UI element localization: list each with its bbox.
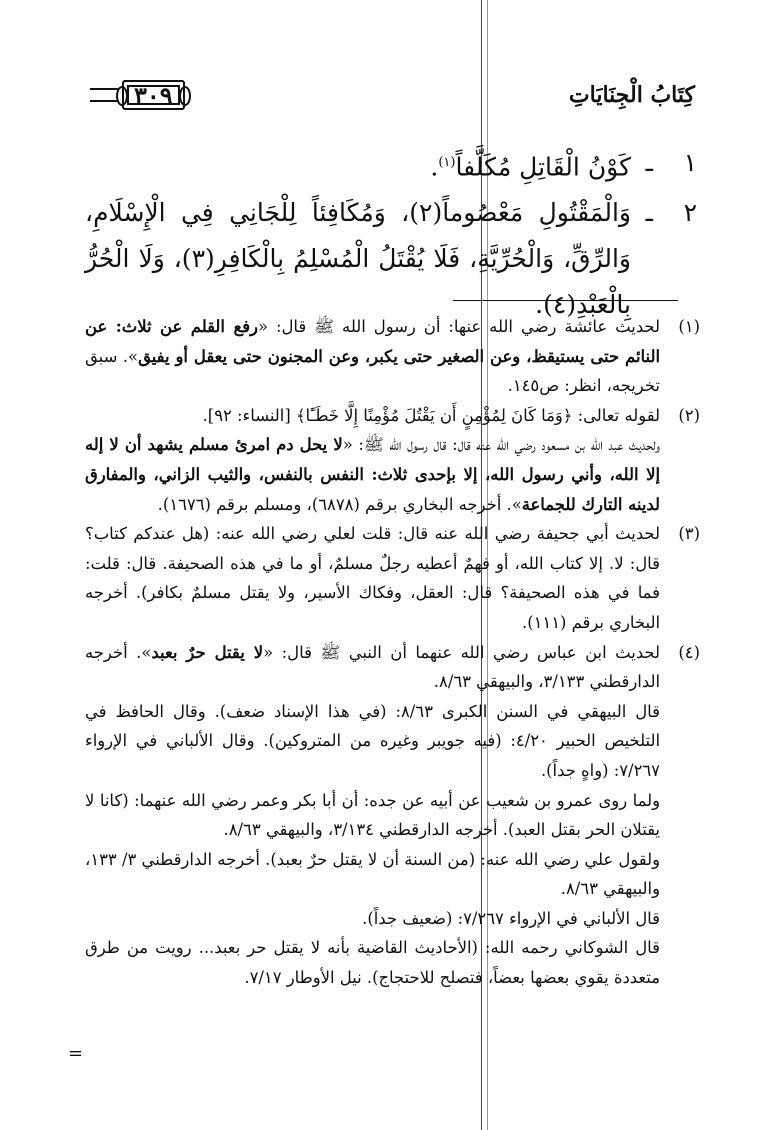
condition-number: ١	[683, 148, 697, 177]
footnote-paragraph	[85, 519, 660, 637]
condition-item	[85, 190, 697, 328]
footnote-text-post: ». أخرجه الدارقطني ٣/١٣٣، والبيهقي ٨/٦٣.	[85, 642, 660, 692]
footnote-paragraph	[85, 845, 660, 904]
footnote-text-pre: لقوله تعالى: ﴿وَمَا كَانَ لِمُؤْمِنٍ أَن يَقْتُلَ مُؤْمِنًا إِلَّا خَطَـًٔا﴾ [النساء: ٩٢].	[202, 405, 660, 425]
footnote-divider	[453, 300, 678, 301]
footnote	[85, 401, 700, 519]
condition-item	[85, 140, 697, 190]
footnote-text-pre: قال الألباني في الإرواء ٧/٢٦٧: (ضعيف جداً).	[362, 908, 660, 928]
folio	[90, 80, 185, 110]
footnote-text-pre: قال الشوكاني رحمه الله: (الأحاديث القاضية بأنه لا يقتل حر بعبد... رويت من طرق متعددة يقوي بعضها بعضاً، فتصلح للاحتجاج). نيل الأوطار ٧/١٧.	[85, 938, 660, 988]
condition-number: ٢	[683, 198, 697, 228]
footnote-paragraph	[85, 638, 660, 697]
footnote-text-pre: ولما روى عمرو بن شعيب عن أبيه عن جده: أن أبا بكر وعمر رضي الله عنهما: (كانا لا يقتلان الحر بقتل العبد). أخرجه الدارقطني ٣/١٣٤، والبيهقي ٨/٦٣.	[85, 790, 660, 840]
footnote-text-pre: لحديث عائشة رضي الله عنها: أن رسول الله ﷺ قال: «	[257, 317, 660, 336]
running-title: كِتَابُ الْجِنَايَاتِ	[568, 82, 695, 108]
footnote-paragraph	[85, 786, 660, 845]
footnote-number: (١)	[678, 317, 700, 336]
footnotes	[85, 312, 700, 993]
footnote-text-pre: لحديث أبي جحيفة رضي الله عنه قال: قلت لعلي رضي الله عنه: (هل عندكم كتاب؟ قال: لا. إلا كتاب الله، أو فهمٌ أعطيه رجلٌ مسلمٌ، أو ما في هذه الصحيفة. قال: قلت: فما في هذه الصحيفة؟ قال: العقل، وفكاك الأسير، ولا يقتل مسلمٌ بكافر). أخرجه البخاري برقم (١١١).	[85, 524, 660, 632]
condition-body: كَوْنُ الْقَاتِلِ مُكَلَّفاً	[455, 152, 631, 182]
footnote-text-post: ». أخرجه البخاري برقم (٦٨٧٨)، ومسلم برقم (١٦٧٦).	[157, 494, 522, 514]
footnote	[85, 638, 700, 993]
footnote	[85, 519, 700, 637]
footnote-text-post: ». سبق تخريجه، انظر: ص١٤٥.	[85, 346, 660, 396]
page-header	[90, 70, 695, 120]
footnote-body	[85, 401, 660, 519]
footnote-paragraph	[85, 904, 660, 934]
condition-text: وَالْمَقْتُولِ مَعْصُوماً(٢)، وَمُكَافِئاً لِلْجَانِي فِي الْإِسْلَامِ، وَالرِّقِّ، وَالْحُرِّيَّةِ، فَلَا يُقْتَلُ الْمُسْلِمُ بِالْكَافِرِ(٣)، وَلَا الْحُرُّ بِالْعَبْدِ(٤).	[85, 198, 631, 320]
footnote-text-pre: قال البيهقي في السنن الكبرى ٨/٦٣: (في هذا الإسناد ضعف). وقال الحافظ في التلخيص الحبير ٤/٢٠: (فيه جويبر وغيره من المتروكين). وقال الألباني في الإرواء ٧/٢٦٧: (واهٍ جداً).	[85, 701, 661, 780]
condition-dash: ـ	[645, 148, 653, 177]
footnote-paragraph	[85, 697, 660, 786]
footnote-body	[85, 638, 660, 993]
condition-text	[85, 140, 631, 190]
footnote-text-bold: لا يحل دم امرئ مسلم يشهد أن لا إله إلا الله، وأني رسول الله، إلا بإحدى ثلاث: النفس بالنفس، والثيب الزاني، والمفارق لدينه التارك للجماعة	[85, 435, 660, 514]
condition-tail: .	[430, 152, 439, 182]
footnote-paragraph	[85, 401, 660, 431]
margin-mark: =	[68, 1043, 84, 1064]
footnote-number: (٤)	[678, 642, 700, 662]
condition-dash: ـ	[645, 198, 653, 228]
footnote-text-pre: لحديث ابن عباس رضي الله عنهما أن النبي ﷺ قال: «	[263, 642, 661, 662]
footnote-text-bold: رفع القلم عن ثلاث: عن النائم حتى يستيقظ، وعن الصغير حتى يكبر، وعن المجنون حتى يعقل أو يفيق	[85, 317, 660, 366]
footnote-body	[85, 519, 660, 637]
footnote-text-pre: ولحديث عبد الله بن مسعود رضي الله عنه قال: قال رسول الله ﷺ: «	[342, 435, 660, 455]
footnote-text-bold: لا يقتل حرٌ بعبد	[151, 642, 264, 662]
page-number: ٣٠٩	[122, 80, 185, 110]
footnote-number: (٢)	[678, 405, 700, 425]
header-rule	[90, 88, 118, 102]
footnote	[85, 312, 700, 401]
footnote-paragraph	[85, 430, 660, 519]
footnote-ref: (١)	[438, 155, 456, 170]
footnote-text-pre: ولقول علي رضي الله عنه: (من السنة أن لا يقتل حرٌ بعبد). أخرجه الدارقطني ٣/ ١٣٣، والبيهقي ٨/٦٣.	[85, 849, 661, 899]
footnote-number: (٣)	[678, 524, 700, 544]
footnote-paragraph	[85, 312, 660, 401]
footnote-paragraph	[85, 933, 660, 992]
footnote-body	[85, 312, 660, 401]
